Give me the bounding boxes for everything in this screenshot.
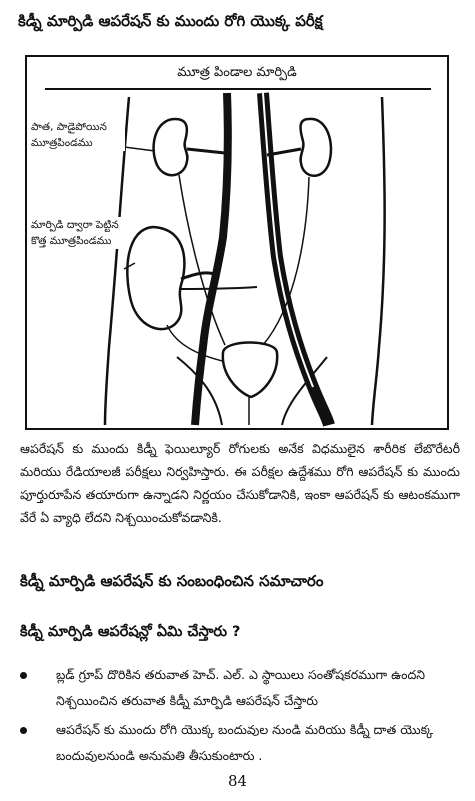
list-item-text: ఆపరేషన్ కు ముందు రోగి యొక్క బందువుల నుండి మరియు కిడ్నీ దాత యొక్క బందువులనుండి అనుమతి తీసుకుంటారు . — [56, 722, 434, 763]
new-kidney-vein — [181, 287, 257, 289]
section-heading: కిడ్నీ మార్పిడి ఆపరేషన్ కు సంబంధించిన సమాచారం — [20, 572, 324, 590]
renal-vessel-left — [187, 149, 225, 153]
subsection-heading: కిడ్నీ మార్పిడి ఆపరేషన్లో ఏమి చేస్తారు ? — [20, 624, 241, 640]
intro-paragraph: ఆపరేషన్ కు ముందు కిడ్నీ ఫెయిల్యూర్ రోగులకు అనేక విధములైన శారీరిక లేబొరేటరీ మరియు రేడియాలజీ పరీక్షలు నిర్వహిస్తారు. ఈ పరీక్షల ఉద్దేశము రోగి ఆపరేషన్ కు ముందు పూర్తురూపేన తయారుగా ఉన్నాడని నిర్ణయం చేసుకోడానికి, ఇంకా ఆపరేషన్ కు ఆటంకముగా వేరే ఏ వ్యాధి లేదని నిశ్చయించుకోవడానికి. — [20, 441, 460, 525]
label-pointer-old-kidney — [124, 147, 155, 151]
bladder — [223, 343, 277, 398]
new-kidney — [127, 227, 184, 329]
bullet-icon — [20, 727, 27, 734]
page-title: కిడ్నీ మార్పిడి ఆపరేషన్ కు ముందు రోగి యొక్క పరీక్ష — [18, 12, 323, 30]
label-old-kidney: పాత, పాడైపోయిన మూత్రపిండము — [31, 119, 125, 151]
torso-right-outline — [372, 97, 385, 425]
page-number: 84 — [227, 772, 248, 790]
bullet-icon — [20, 672, 27, 679]
old-kidney-left — [154, 119, 188, 175]
old-kidney-right — [301, 119, 331, 176]
list-item-text: బ్లడ్ గ్రూప్ దొరికిన తరువాత హెచ్. ఎల్. ఎ స్థాయిలు సంతోషకరముగా ఉందని నిశ్చయించిన తరువాత కిడ్నీ మార్పిడి ఆపరేషన్ చేస్తారు — [56, 667, 426, 708]
kidney-transplant-figure — [25, 55, 449, 430]
figure-caption: మూత్ర పిండాల మార్పిడి — [177, 65, 297, 80]
label-new-kidney: మార్పిడి ద్వారా పెట్టిన కొత్త మూత్రపిండము — [31, 217, 125, 249]
aorta — [195, 93, 228, 425]
